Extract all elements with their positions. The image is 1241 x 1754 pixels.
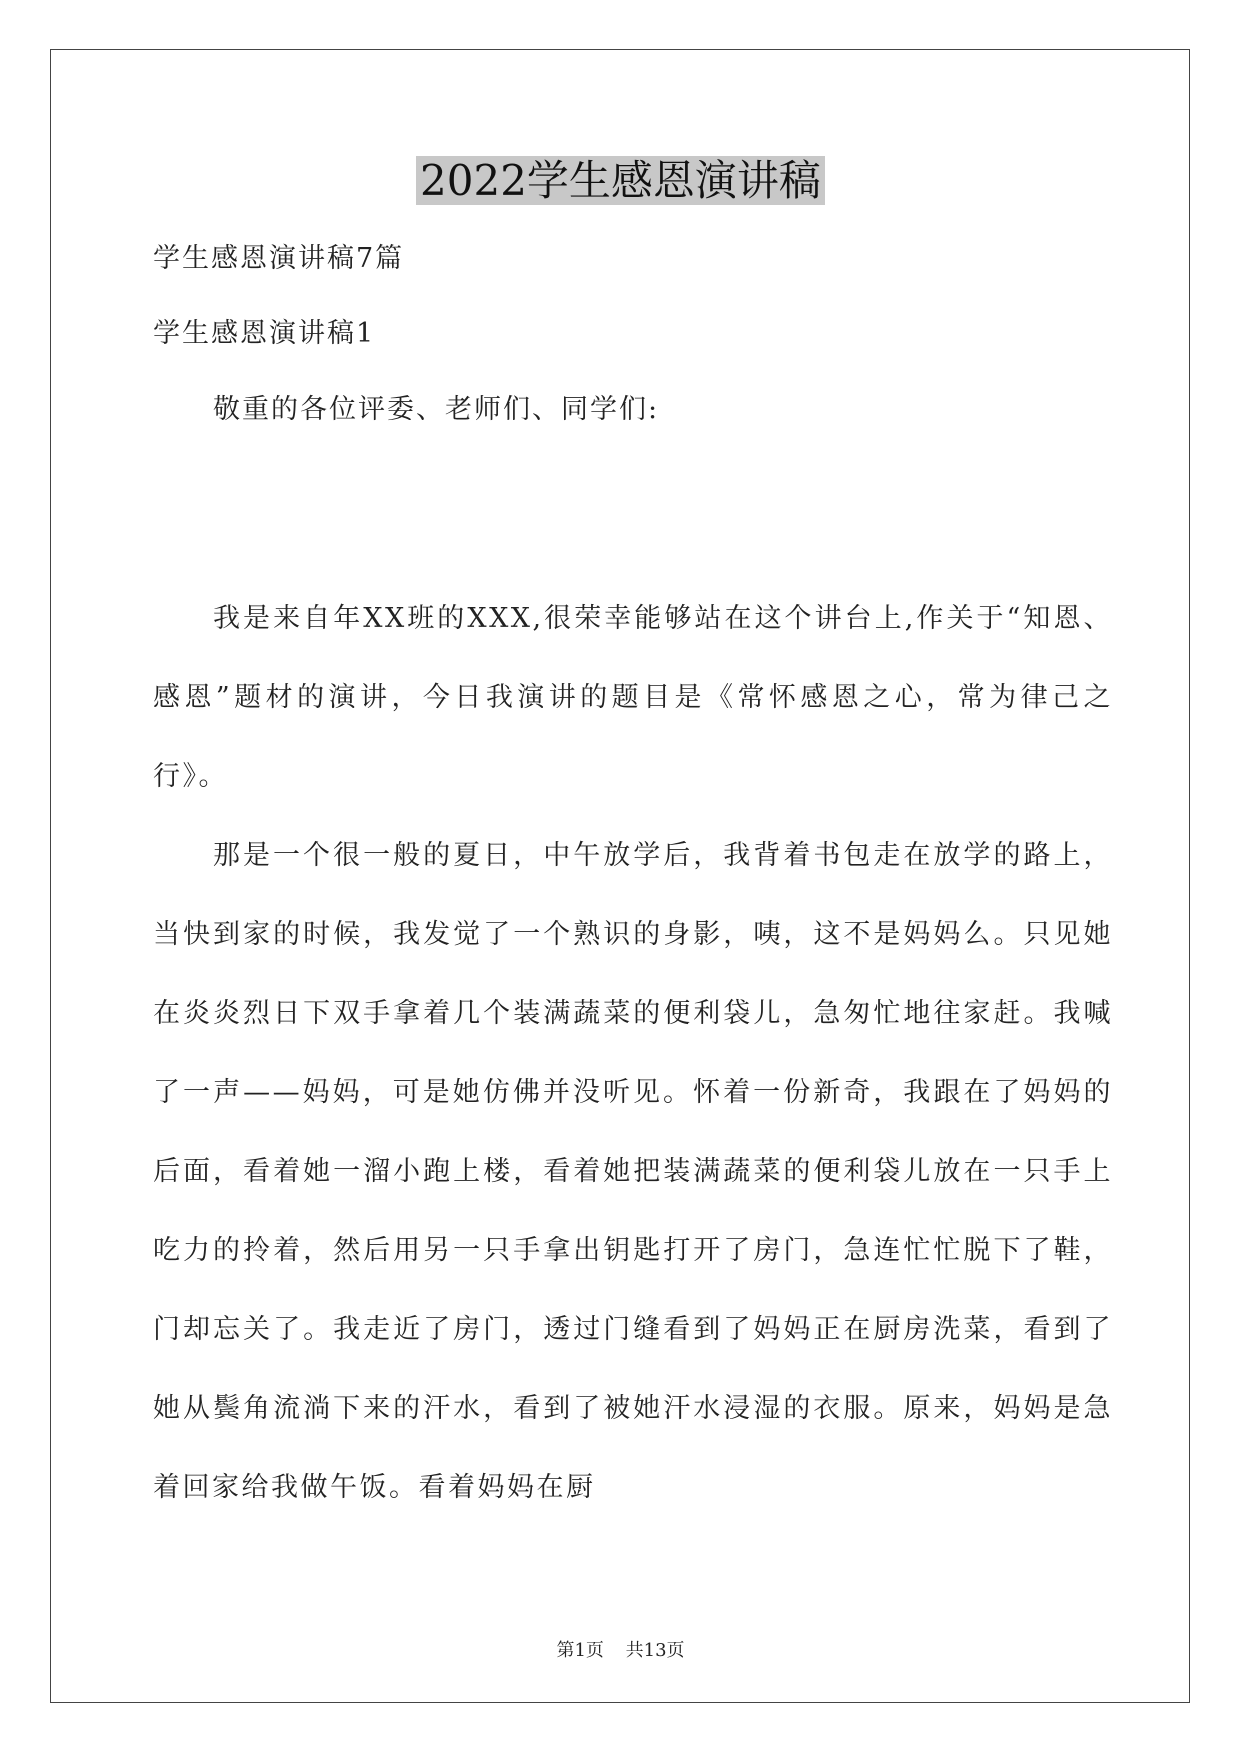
page-total: 共13页 bbox=[625, 1640, 685, 1661]
body-paragraph-2: 那是一个很一般的夏日，中午放学后，我背着书包走在放学的路上，当快到家的时候，我发觉了一个熟识的身影，咦，这不是妈妈么。只见她在炎炎烈日下双手拿着几个装满蔬菜的便利袋儿，急匆忙地往家赶。我喊了一声——妈妈，可是她仿佛并没听见。怀着一份新奇，我跟在了妈妈的后面，看着她一溜小跑上楼，看着她把装满蔬菜的便利袋儿放在一只手上吃力的拎着，然后用另一只手拿出钥匙打开了房门，急连忙忙脱下了鞋，门却忘关了。我走近了房门，透过门缝看到了妈妈正在厨房洗菜，看到了她从鬓角流淌下来的汗水，看到了被她汗水浸湿的衣服。原来，妈妈是急着回家给我做午饭。看着妈妈在厨 bbox=[153, 840, 1113, 1503]
page-footer bbox=[0, 1636, 1241, 1662]
document-subtitle: 学生感恩演讲稿7篇 bbox=[153, 243, 405, 274]
document-title-text: 2022学生感恩演讲稿 bbox=[416, 156, 825, 205]
body-paragraph-1: 我是来自年XX班的XXX,很荣幸能够站在这个讲台上,作关于“知恩、感恩”题材的演讲，今日我演讲的题目是《常怀感恩之心，常为律己之行》。 bbox=[153, 603, 1113, 792]
salutation: 敬重的各位评委、老师们、同学们: bbox=[213, 394, 660, 425]
document-title bbox=[0, 153, 1241, 209]
section-heading: 学生感恩演讲稿1 bbox=[153, 318, 376, 349]
page-number: 第1页 bbox=[556, 1640, 604, 1661]
